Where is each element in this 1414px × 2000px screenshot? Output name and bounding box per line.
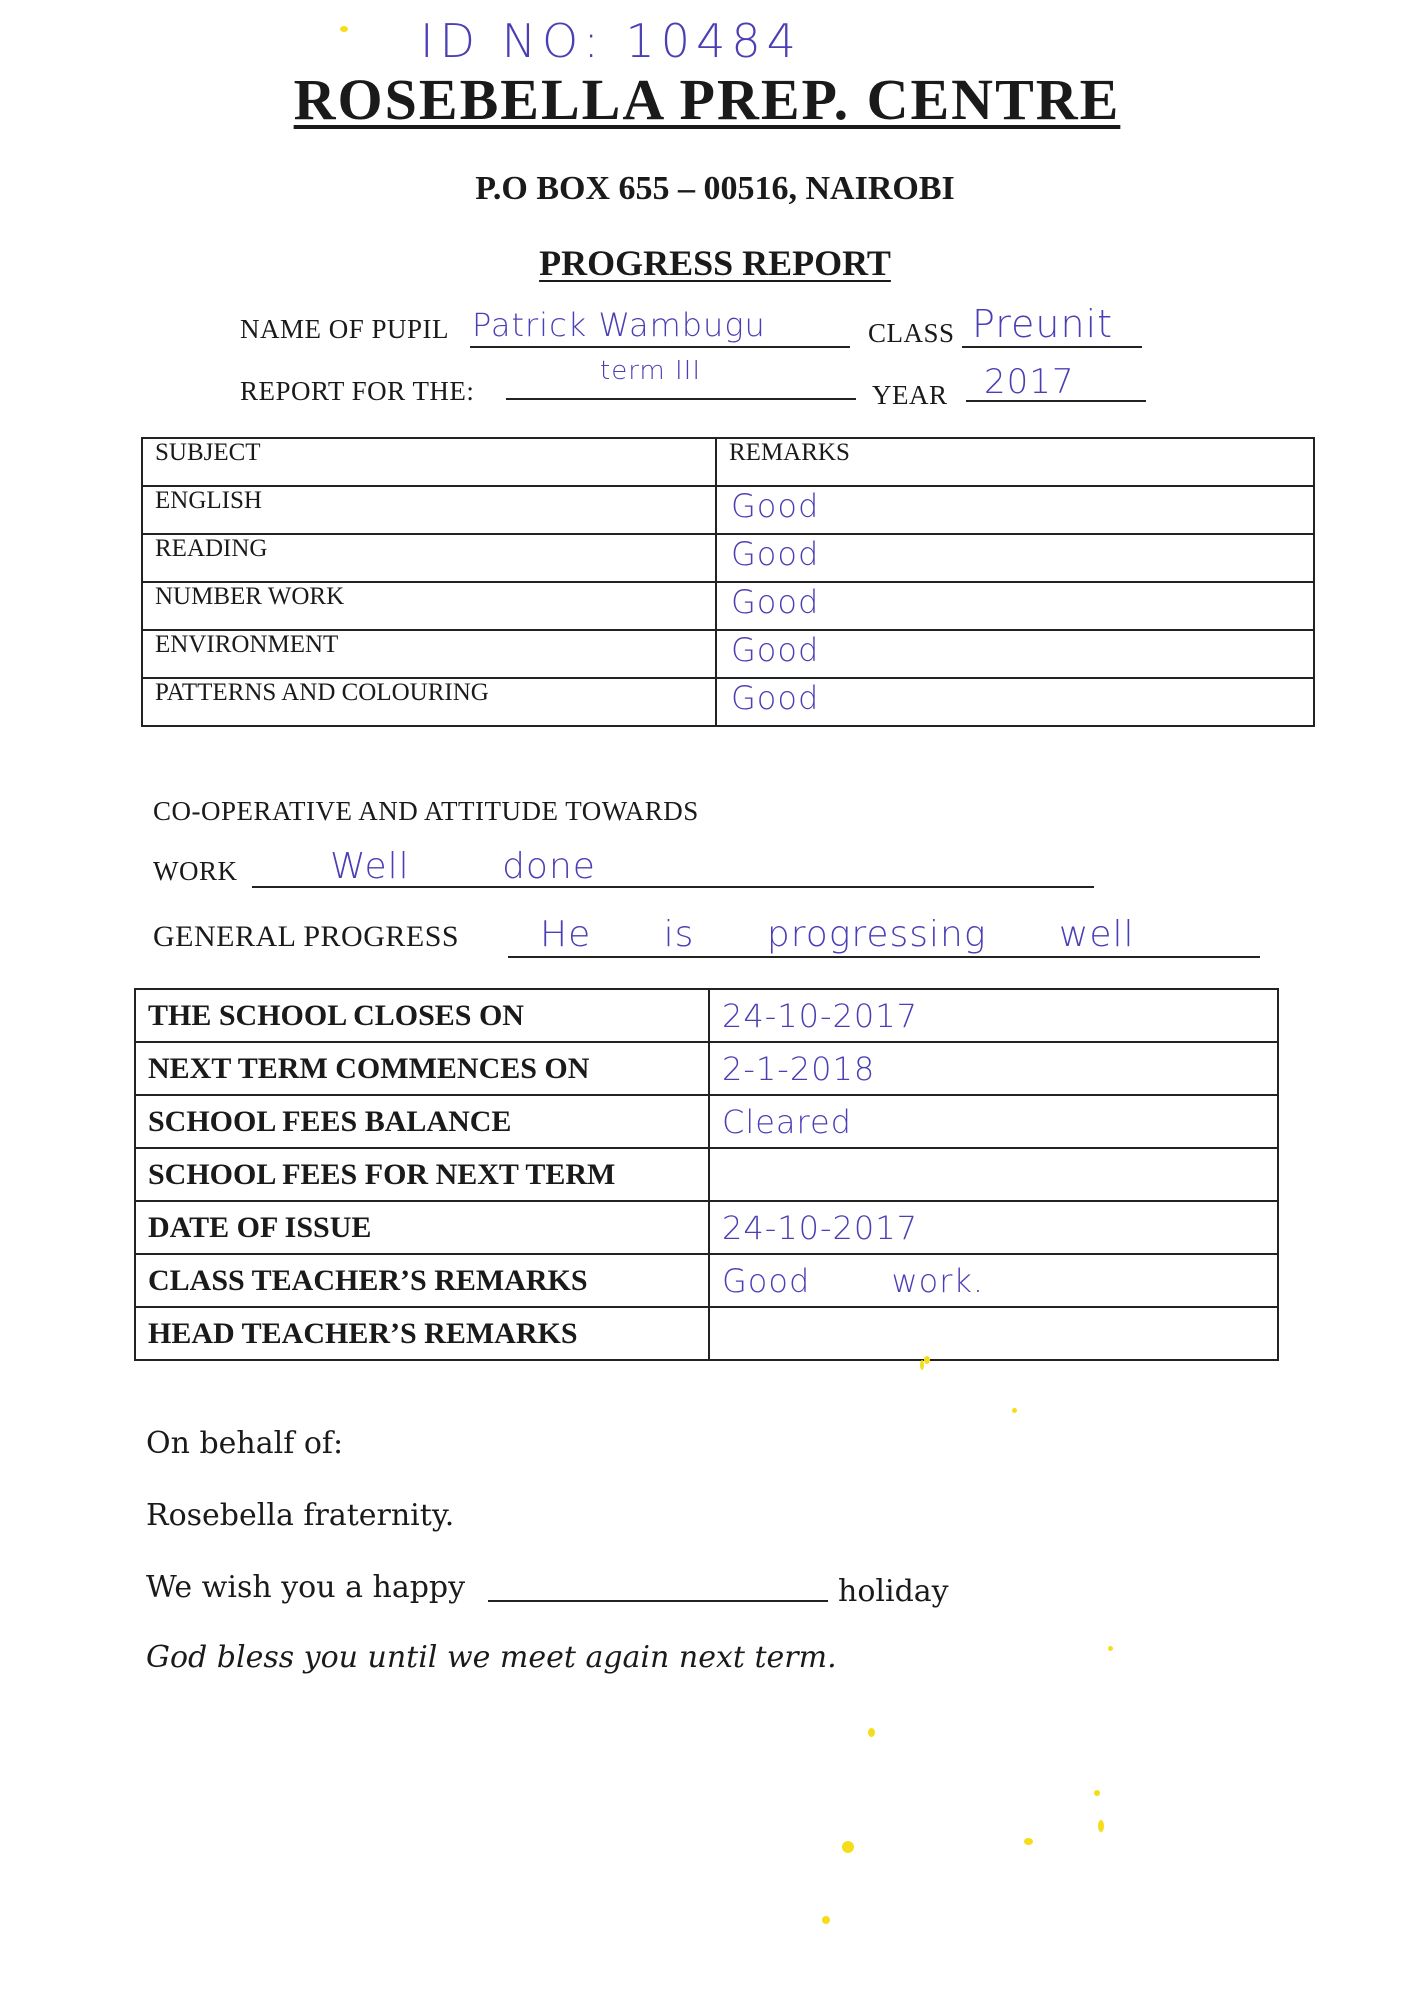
general-progress-value: He is progressing well	[540, 914, 1135, 955]
table-row	[142, 582, 1314, 630]
subject-cell: READING	[142, 534, 716, 582]
table-row	[142, 486, 1314, 534]
report-for-value: term III	[600, 356, 702, 386]
report-for-label: REPORT FOR THE:	[240, 376, 475, 406]
stain-speck	[822, 1916, 830, 1924]
stain-speck	[1098, 1820, 1104, 1832]
table-row	[142, 678, 1314, 726]
table-row	[142, 630, 1314, 678]
table-row	[142, 534, 1314, 582]
pupil-name-value: Patrick Wambugu	[472, 306, 766, 344]
stain-speck	[1012, 1408, 1017, 1413]
table-row	[135, 1201, 1278, 1254]
summary-value: 24-10-2017	[709, 1201, 1278, 1254]
remark-cell: Good	[716, 534, 1314, 582]
remark-cell: Good	[716, 582, 1314, 630]
summary-value	[709, 1307, 1278, 1360]
remark-cell: Good	[716, 678, 1314, 726]
subject-header: SUBJECT	[142, 438, 716, 486]
subject-cell: NUMBER WORK	[142, 582, 716, 630]
subjects-table	[141, 437, 1315, 727]
remarks-header: REMARKS	[716, 438, 1314, 486]
stain-speck	[924, 1356, 930, 1364]
summary-value: Good work.	[709, 1254, 1278, 1307]
table-row	[135, 1254, 1278, 1307]
subject-cell: PATTERNS AND COLOURING	[142, 678, 716, 726]
class-line	[962, 346, 1142, 348]
summary-label: CLASS TEACHER’S REMARKS	[135, 1254, 709, 1307]
footer-blessing: God bless you until we meet again next term.	[146, 1640, 837, 1675]
summary-label: SCHOOL FEES FOR NEXT TERM	[135, 1148, 709, 1201]
subject-cell: ENGLISH	[142, 486, 716, 534]
remark-cell: Good	[716, 630, 1314, 678]
summary-value: 24-10-2017	[709, 989, 1278, 1042]
stain-speck	[868, 1728, 875, 1737]
year-value: 2017	[984, 362, 1075, 402]
summary-label: DATE OF ISSUE	[135, 1201, 709, 1254]
table-row	[135, 1307, 1278, 1360]
class-label: CLASS	[868, 318, 955, 348]
table-row	[135, 1148, 1278, 1201]
work-label: WORK	[153, 856, 238, 886]
summary-value	[709, 1148, 1278, 1201]
footer-wish-line	[488, 1600, 828, 1602]
year-label: YEAR	[872, 380, 948, 410]
summary-label: HEAD TEACHER’S REMARKS	[135, 1307, 709, 1360]
table-row	[135, 1042, 1278, 1095]
summary-label: THE SCHOOL CLOSES ON	[135, 989, 709, 1042]
stain-speck	[1094, 1790, 1100, 1796]
pupil-name-line	[470, 346, 850, 348]
term-summary-table	[134, 988, 1279, 1361]
school-address: P.O BOX 655 – 00516, NAIROBI	[475, 170, 955, 207]
general-progress-line	[508, 956, 1260, 958]
attitude-heading: CO-OPERATIVE AND ATTITUDE TOWARDS	[153, 796, 699, 826]
summary-label: SCHOOL FEES BALANCE	[135, 1095, 709, 1148]
footer-fraternity: Rosebella fraternity.	[146, 1498, 455, 1533]
subjects-header-row	[142, 438, 1314, 486]
table-row	[135, 989, 1278, 1042]
stain-speck	[1108, 1646, 1113, 1651]
work-value: Well done	[330, 846, 596, 887]
class-value: Preunit	[972, 302, 1114, 346]
table-row	[135, 1095, 1278, 1148]
summary-value: Cleared	[709, 1095, 1278, 1148]
summary-label: NEXT TERM COMMENCES ON	[135, 1042, 709, 1095]
footer-wish-before: We wish you a happy	[146, 1570, 466, 1605]
subject-cell: ENVIRONMENT	[142, 630, 716, 678]
report-title: PROGRESS REPORT	[539, 243, 891, 283]
summary-value: 2-1-2018	[709, 1042, 1278, 1095]
general-progress-label: GENERAL PROGRESS	[153, 920, 460, 953]
school-name: ROSEBELLA PREP. CENTRE	[293, 67, 1121, 132]
stain-speck	[340, 26, 348, 32]
footer-wish-after: holiday	[838, 1574, 949, 1609]
remark-cell: Good	[716, 486, 1314, 534]
handwritten-id: ID NO: 10484	[420, 14, 802, 68]
stain-speck	[1024, 1838, 1033, 1845]
stain-speck	[920, 1360, 924, 1370]
pupil-name-label: NAME OF PUPIL	[240, 314, 450, 344]
stain-speck	[842, 1841, 854, 1853]
report-for-line	[506, 398, 856, 400]
footer-on-behalf: On behalf of:	[146, 1426, 344, 1461]
